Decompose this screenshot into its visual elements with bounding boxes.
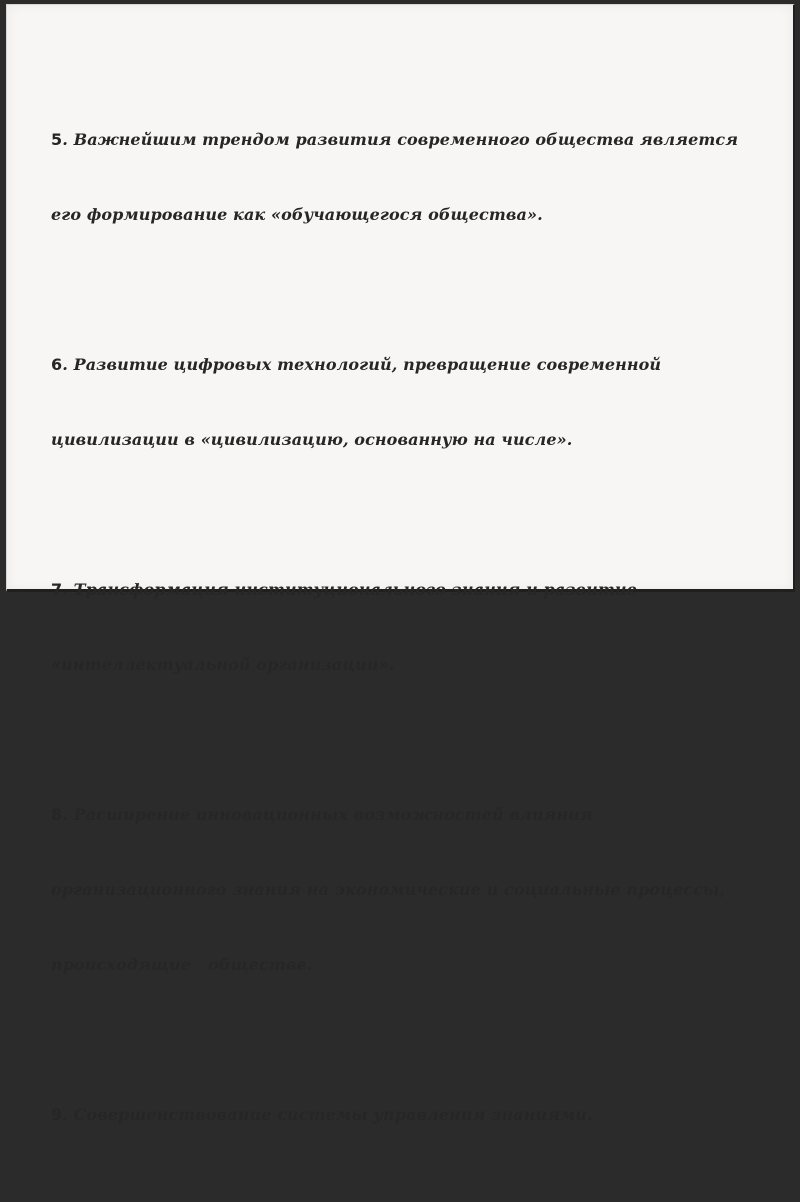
- item-text: . Совершенствование системы управления знаниями.: [62, 1105, 593, 1124]
- item-number: 8: [51, 805, 63, 824]
- item-line: [51, 127, 751, 152]
- item-line: [51, 352, 751, 377]
- item-text: . Расширение инновационных возможностей влияния: [62, 805, 593, 824]
- item-text: . Развитие цифровых технологий, превращение современной: [62, 355, 662, 374]
- item-number: 7: [51, 580, 63, 599]
- item-number: 5: [51, 130, 63, 149]
- item-line: [51, 577, 751, 602]
- slide-content: [51, 77, 751, 1202]
- item-text: организационного знания на экономические и социальные процессы,: [51, 880, 726, 899]
- item-text: «интеллектуальной организации».: [51, 655, 395, 674]
- item-text: цивилизации в «цивилизацию, основанную на числе».: [51, 430, 573, 449]
- list-item-5: [51, 77, 751, 277]
- item-line: [51, 1102, 751, 1127]
- item-number: 9: [51, 1105, 63, 1124]
- item-number: 6: [51, 355, 63, 374]
- slide: [6, 4, 795, 1124]
- list-item-8: [51, 752, 751, 1027]
- list-item-6: [51, 302, 751, 502]
- item-text: . Трансформация институционального знания и развитие: [62, 580, 637, 599]
- item-text: . Важнейшим трендом развития современного общества является: [62, 130, 739, 149]
- item-text: его формирование как «обучающегося общества».: [51, 205, 543, 224]
- item-line: [51, 802, 751, 827]
- item-text: происходящие обществе.: [51, 955, 313, 974]
- list-item-9: [51, 1052, 751, 1177]
- list-item-7: [51, 527, 751, 727]
